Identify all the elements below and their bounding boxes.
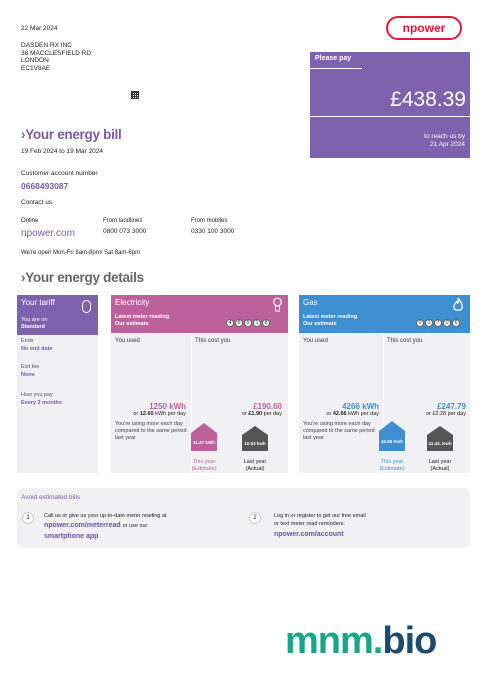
meter-reading-digits [226, 319, 270, 327]
usage-comparison-text: You're using more each day compared to the same period last year [303, 421, 375, 441]
meter-reading-label: Latest meter reading [115, 314, 170, 320]
house-roof [427, 426, 453, 435]
this-year-usage: 42.66 Kwh [379, 431, 405, 451]
used-header: You used [303, 338, 328, 344]
watermark-part: bio [382, 620, 437, 662]
energy-details-title: ›Your energy details [21, 270, 144, 285]
divider [191, 333, 192, 473]
electricity-cost-per-day [242, 411, 282, 418]
landline-number: 0800 073 3000 [103, 228, 147, 235]
bill-title: ›Your energy bill [21, 127, 122, 142]
meter-digit: 4 [226, 319, 234, 327]
meter-reading-digits [416, 319, 460, 327]
this-year-usage: 11.47 kWh [191, 433, 217, 451]
mobile-label: From mobiles [191, 218, 228, 224]
last-year-label [242, 459, 268, 473]
text: or [241, 411, 247, 417]
due-date-value: 21 Apr 2024 [429, 140, 465, 148]
text: or [133, 411, 139, 417]
ends-value: No end date [21, 346, 53, 352]
tariff-panel [17, 295, 98, 473]
house-roof [379, 421, 405, 431]
house-roof [191, 423, 217, 433]
text: (Actual) [430, 466, 450, 472]
meter-digit: 7 [434, 319, 442, 327]
used-header: You used [115, 338, 140, 344]
tariff-on-label: You are on [21, 317, 48, 323]
text: kWh per day [348, 411, 379, 417]
text: (Actual) [245, 466, 265, 472]
meter-digit: 8 [262, 319, 270, 327]
landline-label: From landlines [103, 218, 143, 224]
gas-cost-per-day: or £2.28 per day [425, 411, 466, 417]
this-year-house-icon [191, 423, 217, 451]
ends-label: Ends [21, 338, 34, 344]
last-year-house-icon [242, 426, 268, 451]
tip-2-text: Log in or register to get our free email [274, 513, 366, 519]
due-date-label: to reach us by [424, 133, 465, 140]
this-year-house-icon [379, 421, 405, 451]
opening-hours: We're open Mon-Fri 8am-8pm/ Sat 8am-6pm [21, 250, 141, 256]
mobile-number: 0330 100 3000 [191, 228, 235, 235]
value: 42.66 [332, 411, 347, 417]
text: This year [380, 459, 404, 465]
online-label: Online [21, 218, 39, 224]
amount-due: £438.39 [390, 88, 466, 111]
contact-title: Contact us [21, 199, 53, 206]
last-year-house-icon [427, 426, 453, 451]
tariff-title: Your tariff [21, 298, 55, 307]
divider [383, 333, 384, 473]
please-pay-label: Please pay [315, 55, 352, 62]
meter-digit: 6 [235, 319, 243, 327]
electricity-used-per-day [133, 411, 186, 418]
gas-title: Gas [303, 298, 318, 307]
this-year-label [379, 459, 405, 473]
gas-cost: £247.79 [437, 402, 466, 411]
tip-1-text: Call us or give us your up-to-date meter reading at [44, 513, 167, 519]
meter-digit: 0 [443, 319, 451, 327]
qr-code-icon [131, 91, 139, 99]
tips-title: Avoid estimated bills [21, 494, 81, 501]
avoid-estimated-bills-box [17, 488, 470, 548]
meterread-link[interactable]: npower.com/meterread [44, 522, 121, 529]
npower-logo: npower [386, 16, 462, 40]
last-year-usage: 10.53 kwh [242, 435, 268, 451]
text: kWh per day [155, 411, 186, 417]
step-number: 2 [249, 512, 261, 524]
gas-used-per-day [326, 411, 379, 418]
tariff-header [17, 295, 98, 335]
cost-header: This cost you [387, 338, 423, 344]
flame-icon [452, 297, 464, 313]
address-line: LONDON [21, 57, 49, 65]
smartphone-app-link[interactable]: smartphone app [44, 533, 99, 540]
watermark-logo [285, 620, 436, 663]
text: Last year [243, 459, 267, 465]
bill-period: 19 Feb 2024 to 19 Mar 2024 [21, 148, 104, 155]
meter-reading-label: Latest meter reading [303, 314, 358, 320]
text: (Estimate) [379, 466, 405, 472]
electricity-panel [111, 295, 288, 473]
text: This year [192, 459, 216, 465]
gas-used: 4266 kWh [342, 402, 379, 411]
account-number: 0668493087 [21, 181, 69, 191]
electricity-used: 1250 kWh [149, 402, 186, 411]
account-link[interactable]: npower.com/account [274, 531, 344, 538]
usage-comparison-text: You're using more each day compared to the same period last year [115, 421, 187, 441]
recipient-address [21, 42, 91, 72]
text: per day [263, 411, 282, 417]
divider [310, 116, 470, 117]
address-line: EC1V8AE [21, 64, 51, 72]
electricity-header [111, 295, 288, 333]
meter-digit: 0 [416, 319, 424, 327]
paperclip-icon [82, 300, 91, 313]
step-number: 1 [22, 512, 34, 524]
website-link[interactable]: npower.com [21, 228, 75, 239]
payment-summary [310, 52, 470, 158]
watermark-part: mnm. [285, 620, 383, 662]
account-number-label: Customer account number [21, 170, 98, 177]
last-year-usage: 41.43. Kwh [427, 435, 453, 451]
value: 12.60 [139, 411, 154, 417]
last-year-label [427, 459, 453, 473]
tip-1-links [44, 522, 147, 530]
gas-header [299, 295, 470, 333]
house-roof [242, 426, 268, 435]
meter-reading-type: Our estimate [303, 321, 337, 327]
text: or use our [122, 523, 148, 529]
meter-reading-type: Our estimate [115, 321, 149, 327]
divider [310, 68, 362, 69]
payment-frequency-value: Every 3 months [21, 400, 62, 406]
due-date [424, 133, 465, 148]
meter-digit: 1 [425, 319, 433, 327]
meter-digit: 6 [452, 319, 460, 327]
address-line: 38 MACCLESFIELD RD [21, 49, 92, 57]
address-line: DASDEN RX INC [21, 42, 72, 49]
lightbulb-icon [273, 297, 282, 313]
electricity-cost: £190.60 [253, 402, 282, 411]
text: or [326, 411, 332, 417]
gas-panel [299, 295, 470, 473]
meter-digit: 1 [253, 319, 261, 327]
value: £1.90 [248, 411, 263, 417]
payment-frequency-label: How you pay [21, 392, 53, 398]
electricity-title: Electricity [115, 298, 150, 307]
cost-header: This cost you [195, 338, 231, 344]
meter-digit: 5 [244, 319, 252, 327]
exit-fee-value: None [21, 372, 35, 378]
exit-fee-label: Exit fee [21, 364, 40, 370]
this-year-label [191, 459, 217, 473]
letter-date: 22 Mar 2024 [21, 25, 58, 32]
text: Last year [428, 459, 452, 465]
tariff-on-value: Standard [21, 324, 45, 330]
tip-2-text: or text meter read reminders. [274, 521, 345, 527]
text: (Estimate) [191, 466, 217, 472]
